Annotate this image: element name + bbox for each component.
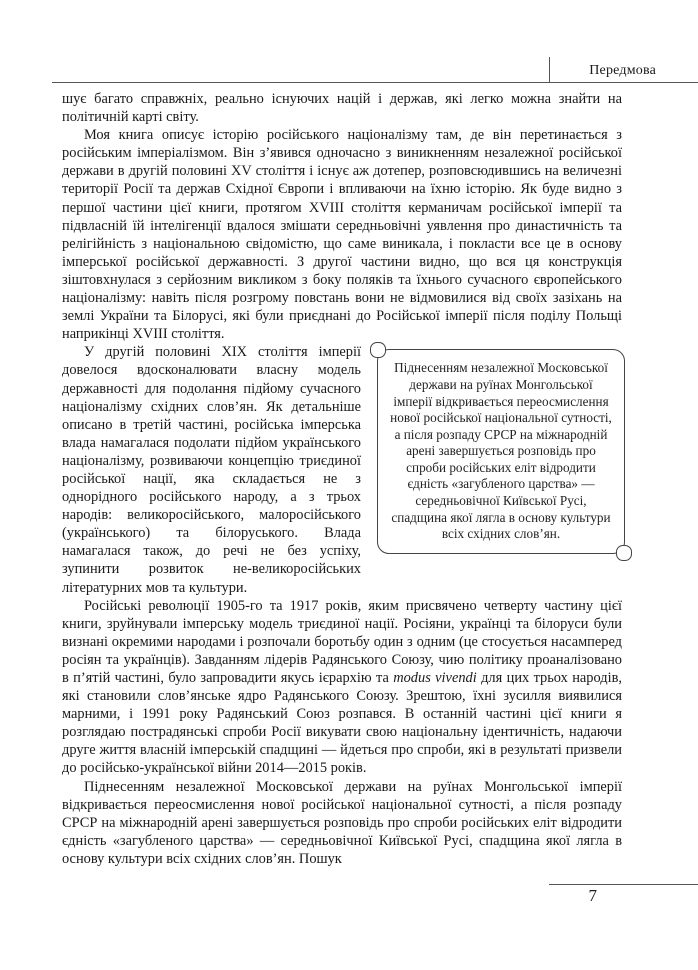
italic-term: modus vivendi [393,670,477,686]
header-divider-vertical [549,57,550,83]
paragraph: Піднесенням незалежної Московської держави на руїнах Монгольської імперії відкривається переосмислення нової російської національної сутності, а після розпаду СРСР на міжнародній арені завершується розповідь про спроби російських еліт відродити єдність «загубленого царства» — середньовічної Київської Русі, спадщина якої лягла в основу культури всіх східних слов’ян. Пошук [62,778,622,867]
paragraph [62,126,622,343]
footer-rule [549,884,698,885]
paragraph-text: для цих трьох народів, які становили слов’янське ядро Радянського Союзу. Зрештою, їхні зусилля виявилися марними, і 1991 року Радянський Союз розпався. В останній частині цієї книги я розглядаю пострадянські спроби Росії викувати свою національну ідентичність, надаючи друге життя власній імперській спадщині — йдеться про спроби, які в результаті призвели до російсько-української війни 2014—2015 років. [62,670,622,777]
pull-quote-box [377,349,625,554]
paragraph: шує багато справжніх, реально існуючих націй і держав, які легко можна знайти на політичній карті світу. [62,91,622,126]
paragraph: У другій половині XIX століття імперії довелося вдосконалювати власну модель державності для подолання підйому сучасного націоналізму східних слов’ян. Як детальніше описано в третій частині, російська імперська влада намагалася подолати підйом українського націоналізму, розвиваючи концепцію триєдиної російської нації, яка складається не з однорідного російського народу, а з трьох народів: великоросійського, малоросійського (українського) та білоруського. Влада намагалася також, до речі не без успіху, зупинити розвиток не-великоросійських літературних мов та культури. [62,344,361,596]
page-number: 7 [588,886,597,905]
body-text [62,90,622,868]
paragraph-text: Російські революції 1905-го та 1917 років, яким присвячено четверту частину цієї книги, зруйнували імперську модель триєдиної нації. Росіяни, українці та білоруси були визнані окремими народами і розпочали боротьбу один з одним (це стосується насамперед росіян та українців). Завданням лідерів Радянського Союзу, чию політику проаналізовано в п’ятій частині, було запровадити якусь ієрархію та [62,597,622,686]
header-rule [52,82,698,83]
pull-quote-text: Піднесенням незалежної Московської держави на руїнах Монгольської імперії відкривається переосмислення нової російської національної сутності, а після розпаду СРСР на міжнародній арені завершується розповідь про спроби російських еліт відродити єдність «загубленого царства» — середньовічної Київської Русі, спадщина якої лягла в основу культури всіх східних слов’ян. [390,360,612,542]
paragraph-text: Моя книга описує історію російського націоналізму там, де він перетинається з російським імперіалізмом. Він з’явився одночасно з виникненням незалежної російської держави в другій половині XV століття і існує аж дотепер, розповсюдившись на величезні території Росії та держав Східної Європи і впливаючи на їхню історію. Як буде видно з першої частини цієї книги, протягом XVIII століття керманичам російської імперії та підвласній їй інтелігенції вдалося змішати середньовічні уявлення про династичність та релігійність з національною свідомістю, що саме виникала, і покласти все це в основу імперської російської державності. З другої частини видно, що вся ця конструкція зіштовхнулася з серйозним викликом з боку поляків та їхнього сучасного європейського націоналізму: навіть після розгрому повстань вони не відмовилися від своїх зазіхань на землі України та Білорусі, які були приєднані до Російської імперії після поділу Польщі наприкінці XVIII століття. [62,127,622,343]
running-header-section: Передмова [589,63,656,78]
paragraph [62,597,622,778]
